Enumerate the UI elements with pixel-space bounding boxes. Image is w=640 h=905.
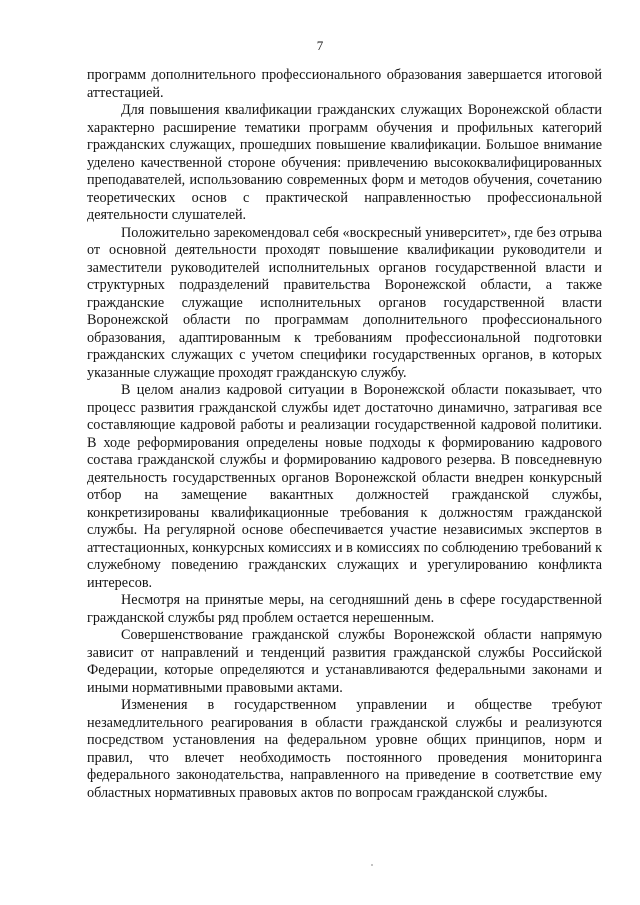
page-number: 7 <box>316 38 324 53</box>
paragraph-unresolved-problems: Несмотря на принятые меры, на сегодняшний день в сфере государственной гражданской службы ряд проблем остается нерешенным. <box>87 592 602 626</box>
paragraph-qualification-trends: Для повышения квалификации гражданских служащих Воронежской области характерно расширение тематики программ обучения и профильных категорий гражданских служащих, прошедших повышение квалификации. Большое внимание уделено качественной стороне обучения: привлечению высококвалифицированных преподавателей, использованию современных форм и методов обучения, сочетанию теоретических основ с практической направленностью профессиональной деятельности слушателей. <box>87 102 602 223</box>
scan-speck <box>371 864 373 866</box>
body-text <box>87 67 602 802</box>
paragraph-federal-dependence: Совершенствование гражданской службы Воронежской области напрямую зависит от направлений и тенденций развития гражданской службы Российской Федерации, которые определяются и устанавливаются федеральными законами и иными нормативными правовыми актами. <box>87 627 602 696</box>
paragraph-sunday-university: Положительно зарекомендовал себя «воскресный университет», где без отрыва от основной деятельности проходят повышение квалификации руководители и заместители руководителей исполнительных органов государственной власти и структурных подразделений правительства Воронежской области, а также гражданские служащие исполнительных органов государственной власти Воронежской области по программам дополнительного профессионального образования, адаптированным к требованиям профессиональной подготовки гражданских служащих с учетом специфики государственных органов, в которых указанные служащие проходят гражданскую службу. <box>87 224 602 381</box>
paragraph-personnel-analysis: В целом анализ кадровой ситуации в Воронежской области показывает, что процесс развития гражданской службы идет достаточно динамично, затрагивая все составляющие кадровой работы и реализации государственной кадровой политики. В ходе реформирования определены новые подходы к формированию кадрового состава гражданской службы и формированию кадрового резерва. В повседневную деятельность государственных органов Воронежской области внедрен конкурсный отбор на замещение вакантных должностей гражданской службы, конкретизированы квалификационные требования к должностям гражданской службы. На регулярной основе обеспечивается участие независимых экспертов в аттестационных, конкурсных комиссиях и в комиссиях по соблюдению требований к служебному поведению гражданских служащих и урегулированию конфликта интересов. <box>87 382 602 591</box>
paragraph-continuation: программ дополнительного профессионального образования завершается итоговой аттестацией. <box>87 67 602 101</box>
paragraph-monitoring: Изменения в государственном управлении и обществе требуют незамедлительного реагирования в области гражданской службы и реализуются посредством установления на федеральном уровне общих принципов, норм и правил, что влечет необходимость постоянного проведения мониторинга федерального законодательства, направленного на приведение в соответствие ему областных нормативных правовых актов по вопросам гражданской службы. <box>87 697 602 801</box>
